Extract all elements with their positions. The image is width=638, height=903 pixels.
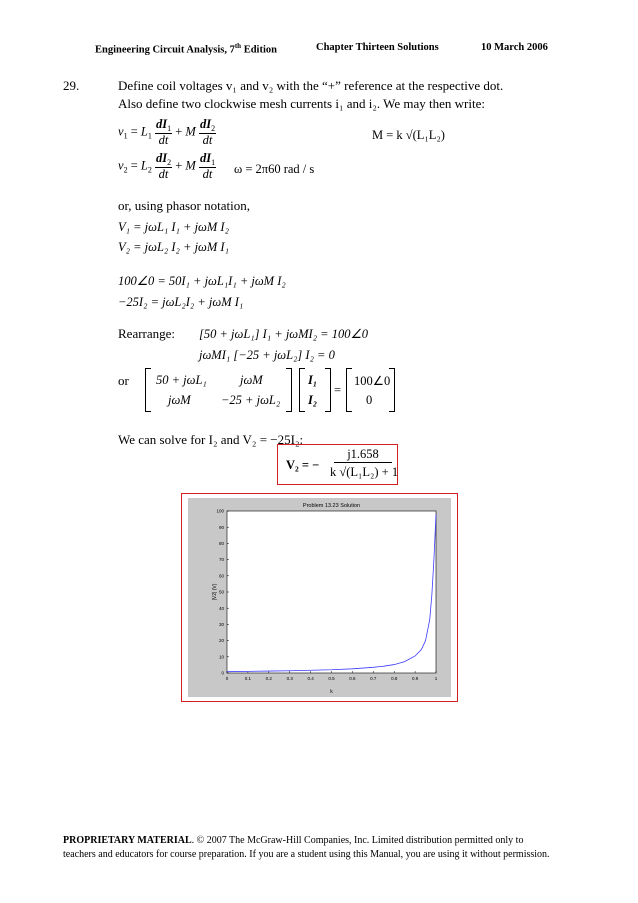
chart-frame xyxy=(181,493,458,702)
equation-omega: ω = 2π60 rad / s xyxy=(234,162,315,176)
header-book: Engineering Circuit Analysis, 7 xyxy=(95,44,235,56)
matrix-b1: 100∠0 xyxy=(354,374,391,388)
matrix-a11: 50 + jωL₁ xyxy=(156,373,207,387)
problem-line2: Also define two clockwise mesh currents i₁ and i₂. We may then write: xyxy=(118,96,485,111)
matrix-x-left-bracket xyxy=(299,368,305,412)
v2-result-box xyxy=(277,444,398,485)
matrix-a21: jωM xyxy=(168,393,191,407)
chart-y-axis-label: |V2| (V) xyxy=(212,583,218,601)
chart-x-tick-label: 1 xyxy=(434,676,438,681)
rearrange-label: Rearrange: xyxy=(118,326,176,341)
chart-x-tick-label: 0.6 xyxy=(349,676,356,681)
equation-phasor-v1: V₁ = jωL₁ I₁ + jωM I₂ xyxy=(118,220,229,234)
equation-rearrange2: jωMI₁ [−25 + jωL₂] I₂ = 0 xyxy=(199,348,335,362)
solve-text: We can solve for I₂ and V₂ = −25I₂: xyxy=(118,432,304,447)
equation-phasor-v2: V₂ = jωL₂ I₂ + jωM I₁ xyxy=(118,240,229,254)
matrix-a22: −25 + jωL₂ xyxy=(221,393,281,407)
matrix-x2: I₂ xyxy=(308,393,318,407)
chart-x-tick-label: 0.2 xyxy=(265,676,272,681)
matrix-a12: jωM xyxy=(240,373,263,387)
header-date: 10 March 2006 xyxy=(481,42,548,53)
chart-y-tick-label: 70 xyxy=(218,557,224,563)
matrix-a-left-bracket xyxy=(145,368,151,412)
chart-x-tick-label: 0.9 xyxy=(411,676,419,681)
phasor-intro: or, using phasor notation, xyxy=(118,198,250,213)
chart-svg xyxy=(182,494,457,701)
matrix-x1: I₁ xyxy=(308,373,318,387)
chart-y-tick-label: 80 xyxy=(218,541,224,546)
matrix-equals: = xyxy=(334,383,342,397)
header-edition-sup: th xyxy=(234,42,242,50)
equation-v1: $v_1 = L_1$ $\frac{dI_1}{dt}$ + M $\frac{dI_2}{dt}$ xyxy=(118,117,216,148)
chart-x-axis-label: k xyxy=(330,689,333,695)
chart-y-tick-label: 60 xyxy=(218,573,224,579)
header-chapter: Chapter Thirteen Solutions xyxy=(316,42,439,53)
header-edition-word: Edition xyxy=(241,44,277,56)
chart-x-tick-label: 0.3 xyxy=(286,676,293,681)
matrix-a-right-bracket xyxy=(286,368,292,412)
chart-x-tick-label: 0.1 xyxy=(244,676,252,681)
or-label: or xyxy=(118,373,129,388)
chart-y-tick-label: 100 xyxy=(216,508,224,514)
footer-line2: teachers and educators for course preparation. If you are a student using this Manual, you are using it without permission. xyxy=(63,849,550,860)
chart-y-tick-label: 10 xyxy=(218,654,224,660)
footer-proprietary: PROPRIETARY MATERIAL xyxy=(63,835,192,846)
chart-x-tick-label: 0.4 xyxy=(307,676,314,681)
matrix-b-left-bracket xyxy=(346,368,352,412)
footer-line1-rest: . © 2007 The McGraw-Hill Companies, Inc. Limited distribution permitted only to xyxy=(191,835,524,846)
chart-y-tick-label: 50 xyxy=(218,589,224,595)
chart-y-tick-label: 0 xyxy=(221,670,224,676)
v2-result-denominator: k √(L₁L₂) + 1 xyxy=(330,465,399,479)
footer-line1 xyxy=(63,835,523,846)
chart-x-tick-label: 0.5 xyxy=(328,676,335,681)
chart-title: Problem 13.23 Solution xyxy=(302,503,361,509)
chart-x-tick-label: 0.8 xyxy=(391,676,398,681)
matrix-b-right-bracket xyxy=(389,368,395,412)
equation-v2: $v_2 = L_2$ $\frac{dI_2}{dt}$ + M $\frac{dI_1}{dt}$ xyxy=(118,151,216,182)
v2-result-numerator: j1.658 xyxy=(334,447,392,463)
chart-y-tick-label: 30 xyxy=(218,622,224,627)
matrix-b2: 0 xyxy=(366,393,373,407)
equation-kvl2: −25I₂ = jωL₂I₂ + jωM I₁ xyxy=(118,295,244,309)
chart-x-tick-label: 0 xyxy=(225,676,229,681)
equation-rearrange1: [50 + jωL₁] I₁ + jωMI₂ = 100∠0 xyxy=(199,327,368,341)
equation-kvl1: 100∠0 = 50I₁ + jωL₁I₁ + jωM I₂ xyxy=(118,274,286,288)
header-book-title xyxy=(95,42,277,56)
matrix-x-right-bracket xyxy=(325,368,331,412)
problem-number: 29. xyxy=(63,78,80,93)
equation-mutual-inductance: M = k √(L₁L₂) xyxy=(372,128,445,142)
chart-y-tick-label: 90 xyxy=(218,524,224,530)
chart-y-tick-label: 20 xyxy=(218,638,224,644)
chart-plot-area xyxy=(227,511,436,673)
v2-result-lhs: V₂ = − xyxy=(286,458,320,472)
chart-y-tick-label: 40 xyxy=(218,605,224,611)
chart-x-tick-label: 0.7 xyxy=(370,676,377,681)
problem-line1: Define coil voltages v₁ and v₂ with the “+” reference at the respective dot. xyxy=(118,78,504,93)
